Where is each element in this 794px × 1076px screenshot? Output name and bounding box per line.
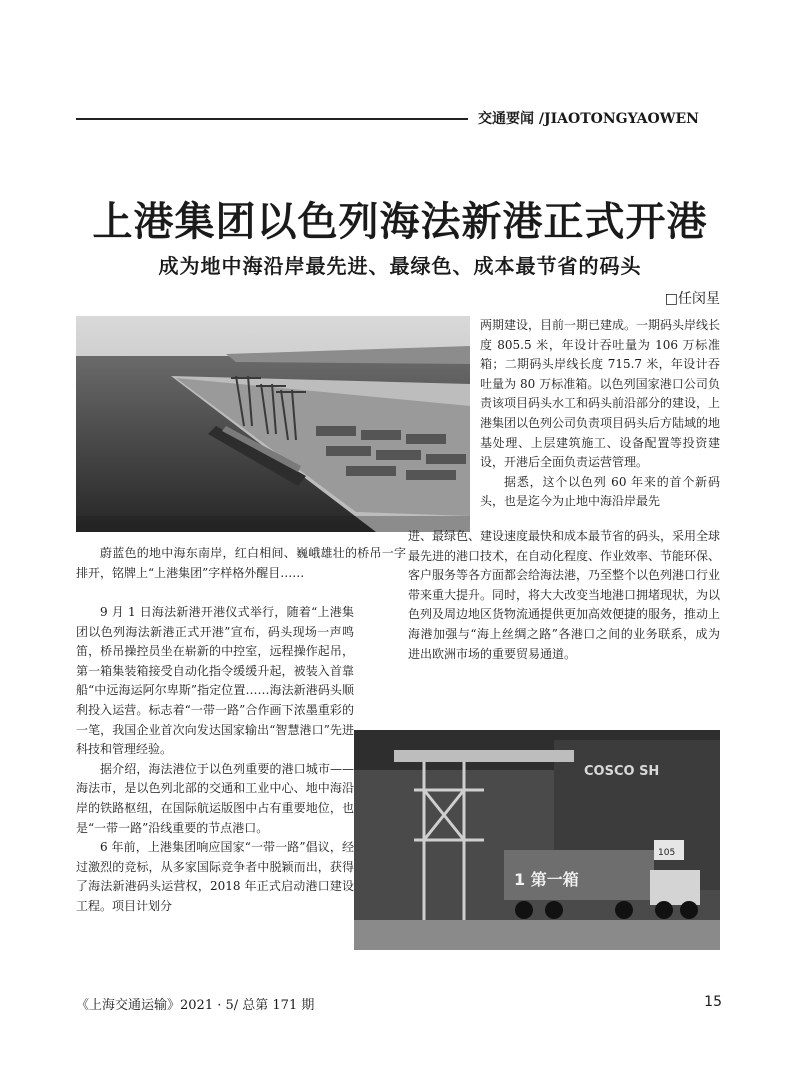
caption-text: 蔚蓝色的地中海东南岸，红白相间、巍峨雄壮的桥吊一字排开，铭牌上“上港集团”字样格外醒目……	[76, 546, 406, 580]
ship-name-label: COSCO SH	[584, 764, 660, 779]
body-column-right-mid	[408, 527, 720, 664]
page-number: 15	[704, 994, 722, 1010]
paragraph: 6 年前，上港集团响应国家“一带一路”倡议，经过激烈的竞标，从多家国际竞争者中脱颖而出，获得了海法新港码头运营权，2018 年正式启动港口建设工程。项目计划分	[76, 840, 354, 913]
container-label: 1 第一箱	[514, 870, 579, 889]
photo1-caption	[76, 544, 406, 583]
body-column-left	[76, 603, 354, 917]
terminal-illustration	[354, 730, 720, 950]
paragraph: 据介绍，海法港位于以色列重要的港口城市——海法市，是以色列北部的交通和工业中心、地中海沿岸的铁路枢纽，在国际航运版图中占有重要地位，也是“一带一路”沿线重要的节点港口。	[76, 761, 354, 835]
article-author: □任闵星	[664, 291, 720, 307]
body-column-right-top	[480, 316, 720, 512]
journal-citation: 《上海交通运输》2021 · 5/ 总第 171 期	[76, 998, 315, 1013]
port-aerial-photo	[76, 316, 470, 532]
section-label: 交通要闻 /JIAOTONGYAOWEN	[478, 111, 699, 127]
container-terminal-photo	[354, 730, 720, 950]
paragraph: 9 月 1 日海法新港开港仪式举行，随着“上港集团以色列海法新港正式开港”宣布，码头现场一声鸣笛，桥吊操控员坐在崭新的中控室，远程操作起吊，第一箱集装箱接受自动化指令缓缓升起，被装入首靠船“中远海运阿尔卑斯”指定位置……海法新港码头顺利投入运营。标志着“一带一路”合作画下浓墨重彩的一笔，我国企业首次向发达国家输出“智慧港口”先进科技和管理经验。	[76, 605, 354, 757]
header-rule	[76, 118, 468, 120]
article-title: 上港集团以色列海法新港正式开港	[92, 199, 708, 245]
truck-number: 105	[658, 848, 676, 858]
paragraph: 进、最绿色、建设速度最快和成本最节省的码头，采用全球最先进的港口技术，在自动化程度、作业效率、节能环保、客户服务等各方面都会给海法港，乃至整个以色列港口行业带来重大提升。同时，将大大改变当地港口拥堵现状，为以色列及周边地区货物流通提供更加高效便捷的服务，推动上海港加强与“海上丝绸之路”各港口之间的业务联系，成为进出欧洲市场的重要贸易通道。	[408, 529, 721, 661]
paragraph: 两期建设，目前一期已建成。一期码头岸线长度 805.5 米，年设计吞吐量为 106 万标准箱；二期码头岸线长度 715.7 米，年设计吞吐量为 80 万标准箱。以色列国家港口公司负责该项目码头水工和码头前沿部分的建设，上港集团以色列公司负责项目码头后方陆域的地基处理、上层建筑施工、设备配置等投资建设，开港后全面负责运营管理。	[480, 318, 721, 470]
port-aerial-illustration	[76, 316, 470, 532]
paragraph: 据悉，这个以色列 60 年来的首个新码头，也是迄今为止地中海沿岸最先	[480, 474, 720, 509]
article-subtitle: 成为地中海沿岸最先进、最绿色、成本最节省的码头	[158, 254, 642, 278]
